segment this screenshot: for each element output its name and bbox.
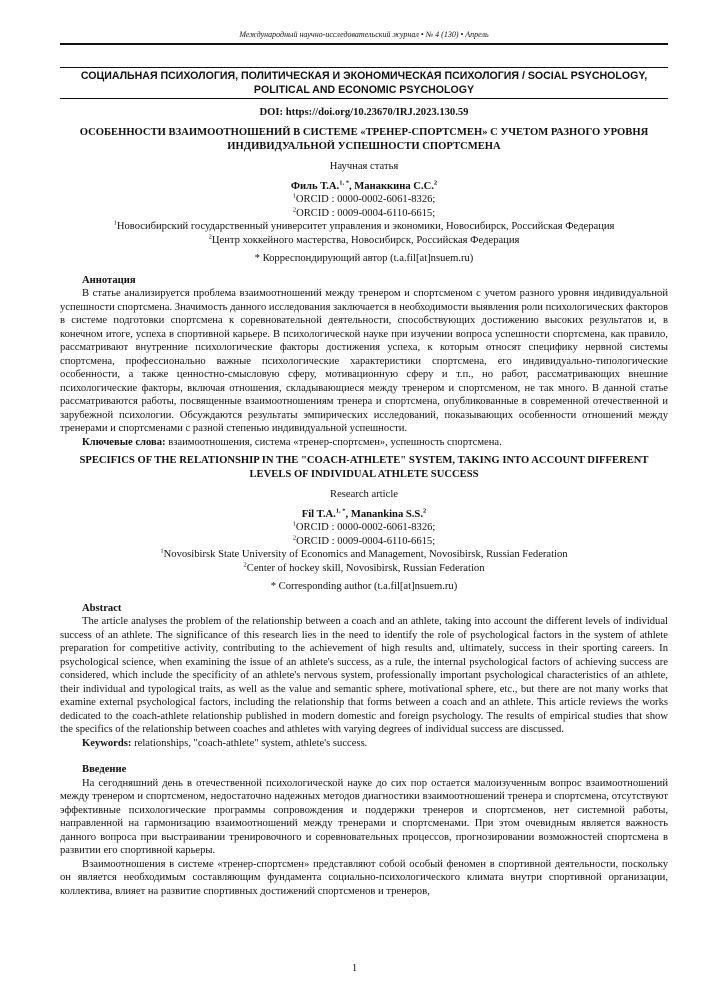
page-number: 1 (351, 963, 358, 974)
author-1-sup: 1, * (335, 506, 346, 514)
orcid-2-sup: 2 (292, 533, 297, 541)
orcid-1-sup: 1 (292, 192, 296, 200)
intro-paragraph-1: На сегодняшний день в отечественной психологической науке до сих пор остается малоизученным вопрос взаимоотношений между тренером и спортсменом, недостаточно надежных методов диагностики взаимоотношений тренера и спортсмена, отсутствуют эффективные психологические программы сопровождения и поддержки тренеров и спортсменов, нет системной работы, направленной на гармонизацию взаимоотношений между тренерами и спортсменами. При этом очевидным является важность данного вопроса при выстраивании тренировочного и соревновательных процессов, прогнозировании возможностей спортсмена в развитии его спортивной карьеры. (60, 777, 668, 856)
intro-heading: Введение (82, 764, 127, 775)
author-1: Филь Т.А. (290, 180, 340, 192)
affiliation-1: Novosibirsk State University of Economics and Management, Novosibirsk, Russian Federation (163, 549, 568, 560)
journal-header: Международный научно-исследовательский журнал • № 4 (130) • Апрель (239, 30, 489, 39)
title-ru: ОСОБЕННОСТИ ВЗАИМООТНОШЕНИЙ В СИСТЕМЕ «ТРЕНЕР-СПОРТСМЕН» С УЧЕТОМ РАЗНОГО УРОВНЯ ИНДИВИДУАЛЬНОЙ УСПЕШНОСТИ СПОРТСМЕНА (79, 127, 649, 152)
corresponding-author-ru: * Корреспондирующий автор (t.a.fil[at]nsuem.ru) (254, 253, 474, 264)
abstract-en: The article analyses the problem of the relationship between a coach and an athlete, taking into account the different levels of individual success of an athlete. The significance of this research lies in the need to identify the role of psychological factors in the system of athlete preparation for competitive activity, contributing to the achievement of high results and, ultimately, success in their sporting careers. In psychological science, when examining the issue of an athlete's success, as a rule, the internal psychological factors of achieving success are considered, which include the specificity of an athlete's nervous system, professionally important psychological characteristics of an athlete, their individual and typological traits, as well as the value and semantic sphere, motivational sphere, etc., but there are not many works that examine external psychological factors, including the relationship that forms between a coach and an athlete. This article reviews the works dedicated to the coach-athlete relationship published in modern domestic and foreign psychology. The results of empirical studies that show the specifics of the relationship between coaches and athletes with varying degrees of individual success are discussed. (60, 616, 668, 735)
header-rule (60, 43, 668, 45)
author-2: Manankina S.S. (350, 508, 423, 520)
section-title: СОЦИАЛЬНАЯ ПСИХОЛОГИЯ, ПОЛИТИЧЕСКАЯ И ЭКОНОМИЧЕСКАЯ ПСИХОЛОГИЯ / SOCIAL PSYCHOLOGY, POLITICAL AND ECONOMIC PSYCHOLOGY (60, 67, 668, 99)
keywords-text: relationships, "coach-athlete" system, athlete's success. (131, 737, 368, 749)
keywords-ru (82, 436, 668, 450)
authors-ru (60, 180, 668, 194)
affiliation-1: Новосибирский государственный университет управления и экономики, Новосибирск, Российская Федерация (116, 221, 615, 232)
author-sep: , (345, 508, 351, 520)
abstract-heading-ru: Аннотация (82, 274, 136, 286)
keywords-en (82, 737, 668, 751)
orcid-1: ORCID : 0000-0002-6061-8326; (295, 194, 436, 205)
aff-2-sup: 2 (243, 560, 247, 568)
aff-1-sup: 1 (160, 547, 164, 555)
article-type-ru: Научная статья (329, 161, 399, 172)
orcid-1-ru (60, 193, 668, 207)
keywords-label: Keywords: (82, 737, 132, 749)
author-1-sup: 1, * (339, 178, 349, 186)
doi: DOI: https://doi.org/10.23670/IRJ.2023.130.59 (259, 107, 469, 118)
orcid-2-sup: 2 (292, 205, 297, 213)
affiliation-2-ru (60, 234, 668, 248)
keywords-text: взаимоотношения, система «тренер-спортсмен», успешность спортсмена. (165, 436, 502, 448)
affiliation-1-en (60, 548, 668, 562)
author-2-sup: 2 (422, 506, 427, 514)
orcid-1-en (60, 521, 668, 535)
orcid-2: ORCID : 0009-0004-6110-6615; (296, 207, 436, 219)
keywords-label: Ключевые слова: (82, 436, 166, 448)
aff-1-sup: 1 (113, 219, 117, 227)
affiliation-2: Центр хоккейного мастерства, Новосибирск, Российская Федерация (211, 234, 520, 246)
title-en: SPECIFICS OF THE RELATIONSHIP IN THE "COACH-ATHLETE" SYSTEM, TAKING INTO ACCOUNT DIFFERENT LEVELS OF INDIVIDUAL ATHLETE SUCCESS (79, 455, 649, 480)
author-sep: , (348, 180, 355, 192)
page (60, 0, 668, 898)
affiliation-2: Center of hockey skill, Novosibirsk, Russian Federation (246, 562, 485, 574)
orcid-2-ru (60, 207, 668, 221)
aff-2-sup: 2 (208, 232, 212, 240)
affiliation-2-en (60, 562, 668, 576)
author-2: Манаккина С.С. (354, 180, 434, 192)
article-type-en: Research article (330, 489, 398, 500)
abstract-ru: В статье анализируется проблема взаимоотношений между тренером и спортсменом с учетом разного уровня индивидуальной успешности спортсмена. Значимость данного исследования заключается в необходимости выявления роли психологических факторов в системе подготовки спортсмена к соревновательной деятельности, способствующих достижению высоких результатов и, в конечном итоге, успеха в спортивной карьере. В психологической науке при изучении вопроса успешности спортсмена, как правило, рассматривают внутренние психологические факторы достижения успеха, к которым относят специфику нервной системы спортсмена, профессионально важные психологические характеристики спортсмена, его индивидуально-типологические особенности, а также ценностно-смысловую сферу, мотивационную сферу и т.п., но работ, рассматривающих внешние психологические факторы, включая отношения, складывающиеся между тренером и спортсменом, не так много. В данной статье рассматриваются работы, посвященные взаимоотношениям тренера и спортсмена, опубликованные в современной отечественной и зарубежной психологии. Обсуждаются результаты эмпирических исследований, показывающих особенности отношений между тренерами и спортсменами с разной степенью индивидуальной успешности. (60, 288, 668, 434)
authors-en (60, 508, 668, 522)
orcid-2-en (60, 535, 668, 549)
author-1: Fil T.A. (301, 508, 336, 520)
affiliation-1-ru (60, 220, 668, 234)
abstract-heading-en: Abstract (82, 602, 122, 614)
intro-paragraph-2: Взаимоотношения в системе «тренер-спортсмен» представляют собой особый феномен в спортивной деятельности, поскольку он является необходимым составляющим фундамента социально-психологического климата внутри спортивной организации, коллектива, влияет на развитие спортивных достижений спортсменов и тренеров, (60, 858, 668, 897)
corresponding-author-en: * Corresponding author (t.a.fil[at]nsuem.ru) (270, 581, 458, 592)
author-2-sup: 2 (433, 178, 438, 186)
orcid-1-sup: 1 (292, 520, 296, 528)
orcid-2: ORCID : 0009-0004-6110-6615; (296, 535, 436, 547)
orcid-1: ORCID : 0000-0002-6061-8326; (295, 522, 436, 533)
